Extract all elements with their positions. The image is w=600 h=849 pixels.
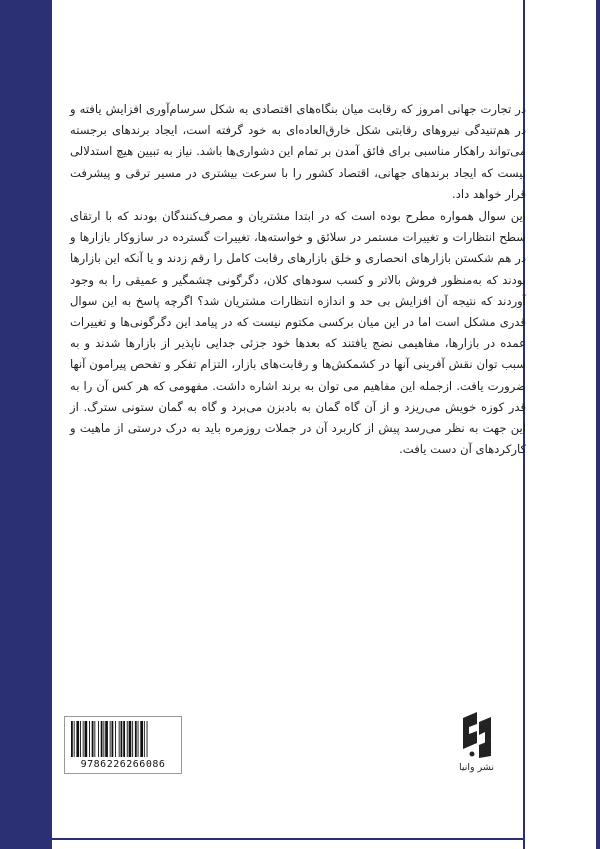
blurb-paragraph-2: این سوال همواره مطرح بوده است که در ابتدا مشتریان و مصرف‌کنندگان بودند که با ارتقای سطح انتظارات و تغییرات مستمر در سلائق و خواسته‌ها، تغییرات گسترده در سازوکار بازارها و در هم شکستن بازارهای انحصاری و خلق بازارهای رقابت کامل را رقم زدند و یا آنکه این بازارها بودند که به‌منظور فروش بالاتر و کسب سودهای کلان، دگرگونی چشمگیر و عمیقی را به وجود آوردند که نتیجه آن افزایش بی حد و اندازه انتظارات مشتریان شد؟ اگرچه پاسخ به این سوال قدری مشکل است اما در این میان برکسی مکتوم نیست که در پیامد این دگرگونی‌ها و تغییرات عمده در بازارها، مفاهیمی نضج یافتند که بعدها خود جزئی جدایی ناپذیر از بازارها شدند و به سبب توان نقش آفرینی آنها در کشمکش‌ها و رقابت‌های بازار، التزام تفکر و تفحص پیرامون آنها ضرورت یافت. ازجمله این مفاهیم می توان به برند اشاره داشت. مفهومی که هر کس آن را به قدر کوزه خویش می‌ریزد و از آن گاه گمان به بادبزن می‌برد و گاه به گمان ستونی سترگ. از این جهت به نظر می‌رسد پیش از کاربرد آن در جملات روزمره باید به درک درستی از ماهیت و کارکردهای آن دست یافت. [70,209,526,457]
horizontal-divider-line [50,838,525,840]
isbn-number: 9786226266086 [80,759,166,770]
publisher-logo-icon [457,710,497,760]
left-band-edge [50,0,52,849]
publisher-logo [449,710,504,780]
publisher-name: نشر وانیا [458,762,494,773]
left-color-band [0,0,50,849]
isbn-barcode [64,716,182,774]
blurb-paragraph-1: در تجارت جهانی امروز که رقابت میان بنگاه‌ها‌ی اقتصادی به شکل سرسام‌آوری افزایش یافته و در هم‌تنیدگی نیروهای رقابتی شکل خارق‌العاده‌ای به خود گرفته است، ایجاد برندهای برجسته می‌تواند راهکار مناسبی برای فائق آمدن بر تمام این دشواری‌ها باشد. نیاز به تبیین هیچ استدلالی نیست که ایجاد برندهای جهانی، اقتصاد کشور را با سرعت بیشتری در مسیر ترقی و پیشرفت قرار خواهد داد. [70,102,526,201]
barcode-bars [70,721,176,757]
right-edge-line [596,0,600,849]
blurb-text [70,99,526,461]
